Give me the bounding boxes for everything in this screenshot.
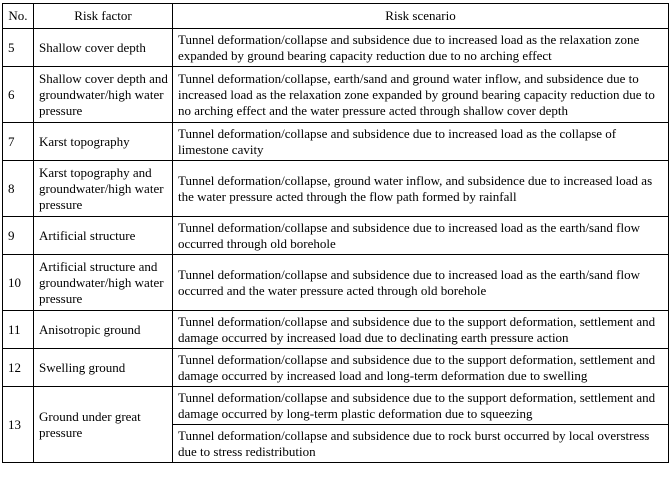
row-risk-scenario: Tunnel deformation/collapse, ground water inflow, and subsidence due to increased load as the water pressure acted through the flow path formed by rainfall bbox=[173, 161, 669, 217]
table-row bbox=[3, 29, 669, 67]
row-risk-factor: Artificial structure and groundwater/high water pressure bbox=[34, 255, 173, 311]
row-risk-scenario: Tunnel deformation/collapse and subsidence due to increased load as the earth/sand flow occurred through old borehole bbox=[173, 217, 669, 255]
row-risk-scenario: Tunnel deformation/collapse and subsidence due to increased load as the relaxation zone expanded by ground bearing capacity reduction due to no arching effect bbox=[173, 29, 669, 67]
row-no: 12 bbox=[3, 349, 34, 387]
row-risk-factor: Shallow cover depth bbox=[34, 29, 173, 67]
table-row bbox=[3, 161, 669, 217]
row-no: 5 bbox=[3, 29, 34, 67]
row-no: 8 bbox=[3, 161, 34, 217]
row-risk-factor: Anisotropic ground bbox=[34, 311, 173, 349]
header-row bbox=[3, 4, 669, 29]
row-risk-factor: Karst topography bbox=[34, 123, 173, 161]
row-risk-scenario: Tunnel deformation/collapse, earth/sand and ground water inflow, and subsidence due to increased load as the relaxation zone expanded by ground bearing capacity reduction due to no arching effect and the water pressure acted through shallow cover depth bbox=[173, 67, 669, 123]
table-row bbox=[3, 123, 669, 161]
row-risk-factor: Swelling ground bbox=[34, 349, 173, 387]
row-risk-scenario: Tunnel deformation/collapse and subsidence due to the support deformation, settlement and damage occurred by increased load and long-term deformation due to swelling bbox=[173, 349, 669, 387]
table-row bbox=[3, 387, 669, 425]
row-risk-factor: Shallow cover depth and groundwater/high water pressure bbox=[34, 67, 173, 123]
header-no: No. bbox=[3, 4, 34, 29]
row-risk-scenario: Tunnel deformation/collapse and subsidence due to the support deformation, settlement and damage occurred by long-term plastic deformation due to squeezing bbox=[173, 387, 669, 425]
row-risk-factor: Artificial structure bbox=[34, 217, 173, 255]
row-no: 10 bbox=[3, 255, 34, 311]
row-no: 7 bbox=[3, 123, 34, 161]
table-row bbox=[3, 349, 669, 387]
row-no: 6 bbox=[3, 67, 34, 123]
row-no: 11 bbox=[3, 311, 34, 349]
header-risk-factor: Risk factor bbox=[34, 4, 173, 29]
risk-table bbox=[2, 3, 669, 463]
row-risk-scenario: Tunnel deformation/collapse and subsidence due to increased load as the collapse of limestone cavity bbox=[173, 123, 669, 161]
row-no: 9 bbox=[3, 217, 34, 255]
table-row bbox=[3, 311, 669, 349]
row-risk-factor: Ground under great pressure bbox=[34, 387, 173, 463]
row-no: 13 bbox=[3, 387, 34, 463]
table-row bbox=[3, 255, 669, 311]
row-risk-scenario: Tunnel deformation/collapse and subsidence due to the support deformation, settlement and damage occurred by increased load due to declinating earth pressure action bbox=[173, 311, 669, 349]
header-risk-scenario: Risk scenario bbox=[173, 4, 669, 29]
table-row bbox=[3, 217, 669, 255]
row-risk-factor: Karst topography and groundwater/high water pressure bbox=[34, 161, 173, 217]
row-risk-scenario: Tunnel deformation/collapse and subsidence due to increased load as the earth/sand flow occurred and the water pressure acted through old borehole bbox=[173, 255, 669, 311]
table-row bbox=[3, 67, 669, 123]
row-risk-scenario: Tunnel deformation/collapse and subsidence due to rock burst occurred by local overstress due to stress redistribution bbox=[173, 425, 669, 463]
